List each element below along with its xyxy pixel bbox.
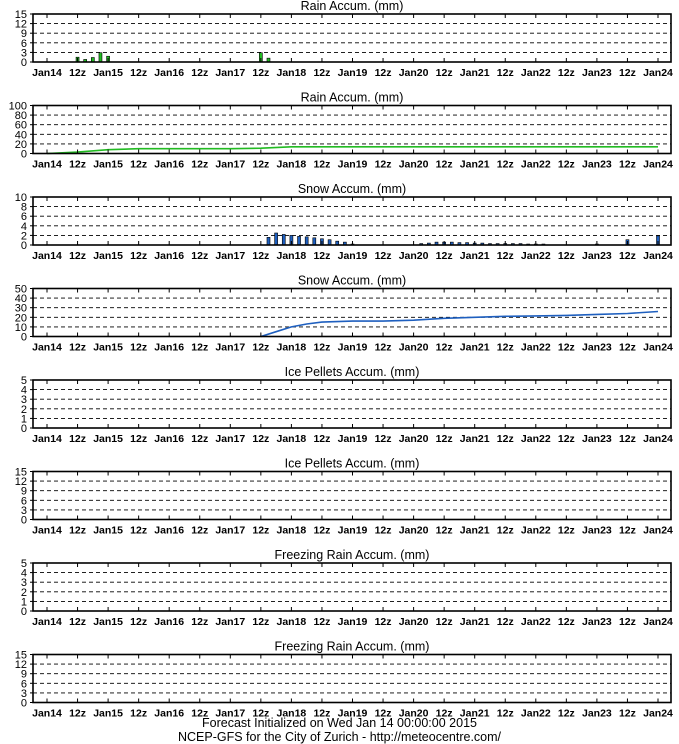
y-tick-label: 80 — [14, 110, 27, 123]
chart-title: Freezing Rain Accum. (mm) — [274, 639, 430, 654]
x-tick-label: 12z — [374, 67, 392, 79]
x-tick-label: 12z — [130, 158, 148, 171]
x-tick-label: Jan18 — [276, 158, 307, 171]
x-tick-label: 12z — [313, 341, 331, 354]
chart-title: Rain Accum. (mm) — [300, 90, 404, 105]
y-tick-label: 30 — [14, 302, 27, 315]
x-tick-label: 12z — [69, 67, 87, 79]
x-tick-label: Jan15 — [93, 67, 123, 79]
y-tick-label: 4 — [20, 567, 27, 580]
x-tick-label: 12z — [435, 67, 453, 79]
y-tick-label: 0 — [20, 148, 27, 161]
x-tick-label: Jan16 — [154, 524, 185, 537]
x-tick-label: 12z — [313, 67, 331, 79]
x-tick-label: Jan20 — [398, 433, 429, 445]
y-tick-label: 3 — [20, 577, 27, 590]
x-tick-label: Jan18 — [276, 341, 307, 354]
x-tick-label: 12z — [252, 250, 270, 262]
x-tick-label: 12z — [374, 707, 392, 720]
y-tick-label: 2 — [20, 230, 27, 243]
x-tick-label: 12z — [618, 433, 636, 445]
x-tick-label: 12z — [252, 524, 270, 537]
x-tick-label: Jan20 — [398, 707, 429, 720]
x-tick-label: Jan14 — [32, 524, 62, 537]
x-tick-label: Jan24 — [643, 524, 673, 537]
chart-title: Rain Accum. (mm) — [300, 0, 404, 13]
x-tick-label: Jan20 — [398, 524, 429, 537]
chart-panel-3 — [15, 182, 673, 262]
x-tick-label: 12z — [69, 341, 87, 354]
x-tick-label: 12z — [69, 158, 87, 171]
x-tick-label: Jan18 — [276, 616, 307, 628]
y-tick-label: 60 — [14, 119, 27, 132]
x-tick-label: Jan20 — [398, 250, 429, 262]
x-tick-label: 12z — [557, 707, 575, 720]
x-tick-label: Jan15 — [93, 341, 123, 354]
x-tick-label: Jan24 — [643, 250, 673, 262]
x-tick-label: Jan22 — [520, 707, 551, 720]
x-tick-label: 12z — [191, 158, 209, 171]
x-tick-label: 12z — [130, 616, 148, 628]
x-tick-label: Jan24 — [643, 158, 673, 171]
chart-panel-4 — [15, 274, 673, 354]
x-tick-label: 12z — [252, 707, 270, 720]
x-tick-label: Jan20 — [398, 616, 429, 628]
plot-frame — [33, 380, 671, 428]
x-tick-label: 12z — [496, 433, 514, 445]
x-tick-label: Jan20 — [398, 341, 429, 354]
x-tick-label: 12z — [191, 67, 209, 79]
x-tick-label: Jan21 — [459, 707, 490, 720]
x-tick-label: 12z — [130, 250, 148, 262]
chart-title: Freezing Rain Accum. (mm) — [274, 548, 430, 562]
x-tick-label: 12z — [69, 433, 87, 445]
x-tick-label: Jan23 — [582, 158, 612, 171]
x-tick-label: 12z — [374, 616, 392, 628]
x-tick-label: 12z — [313, 524, 331, 537]
x-tick-label: Jan16 — [154, 433, 185, 445]
x-tick-label: Jan16 — [154, 67, 185, 79]
x-tick-label: Jan23 — [582, 707, 612, 720]
x-tick-label: Jan17 — [215, 524, 246, 537]
x-tick-label: Jan23 — [582, 433, 612, 445]
data-bar — [267, 237, 270, 245]
x-tick-label: Jan17 — [215, 707, 246, 720]
x-tick-label: Jan21 — [459, 250, 490, 262]
x-tick-label: Jan23 — [582, 250, 612, 262]
x-tick-label: Jan17 — [215, 250, 246, 262]
chart-panel-7 — [21, 548, 673, 628]
x-tick-label: Jan14 — [32, 341, 62, 354]
x-tick-label: Jan21 — [459, 158, 490, 171]
x-tick-label: 12z — [313, 158, 331, 171]
x-tick-label: Jan15 — [93, 433, 123, 445]
x-tick-label: 12z — [557, 524, 575, 537]
x-tick-label: 12z — [618, 341, 636, 354]
x-tick-label: 12z — [618, 158, 636, 171]
x-tick-label: Jan18 — [276, 524, 307, 537]
x-tick-label: Jan19 — [337, 250, 368, 262]
x-tick-label: 12z — [130, 341, 148, 354]
x-tick-label: Jan14 — [32, 433, 62, 445]
x-tick-label: Jan14 — [32, 250, 62, 262]
data-bar — [99, 53, 102, 62]
x-tick-label: Jan15 — [93, 158, 123, 171]
x-tick-label: 12z — [496, 158, 514, 171]
x-tick-label: Jan17 — [215, 67, 246, 79]
x-tick-label: 12z — [374, 524, 392, 537]
y-tick-label: 3 — [20, 687, 27, 700]
x-tick-label: 12z — [191, 250, 209, 262]
x-tick-label: Jan23 — [582, 616, 612, 628]
y-tick-label: 6 — [20, 495, 27, 508]
x-tick-label: Jan19 — [337, 158, 368, 171]
x-tick-label: 12z — [374, 158, 392, 171]
x-tick-label: Jan17 — [215, 158, 246, 171]
x-tick-label: 12z — [496, 250, 514, 262]
x-tick-label: 12z — [496, 524, 514, 537]
x-tick-label: Jan24 — [643, 616, 673, 628]
x-tick-label: Jan20 — [398, 67, 429, 79]
x-tick-label: Jan18 — [276, 67, 307, 79]
x-tick-label: 12z — [191, 524, 209, 537]
x-tick-label: 12z — [435, 341, 453, 354]
x-tick-label: 12z — [313, 433, 331, 445]
x-tick-label: 12z — [435, 158, 453, 171]
x-tick-label: 12z — [618, 707, 636, 720]
x-tick-label: Jan17 — [215, 433, 246, 445]
x-tick-label: Jan17 — [215, 341, 246, 354]
x-tick-label: 12z — [130, 67, 148, 79]
y-tick-label: 12 — [14, 659, 27, 672]
x-tick-label: 12z — [435, 707, 453, 720]
chart-title: Snow Accum. (mm) — [297, 182, 407, 196]
y-tick-label: 2 — [20, 403, 27, 416]
x-tick-label: 12z — [130, 524, 148, 537]
x-tick-label: Jan15 — [93, 524, 123, 537]
x-tick-label: Jan21 — [459, 616, 490, 628]
plot-frame — [33, 197, 671, 245]
y-tick-label: 3 — [20, 47, 27, 60]
x-tick-label: Jan22 — [520, 250, 551, 262]
x-tick-label: 12z — [69, 524, 87, 537]
x-tick-label: 12z — [313, 250, 331, 262]
y-tick-label: 5 — [20, 375, 27, 387]
y-tick-label: 0 — [20, 606, 27, 618]
y-tick-label: 0 — [20, 514, 27, 527]
y-tick-label: 12 — [14, 18, 27, 31]
data-bar — [313, 238, 316, 245]
x-tick-label: 12z — [374, 341, 392, 354]
y-tick-label: 5 — [20, 558, 27, 570]
x-tick-label: 12z — [557, 616, 575, 628]
y-tick-label: 9 — [20, 668, 27, 681]
y-tick-label: 1 — [20, 413, 27, 426]
x-tick-label: 12z — [435, 250, 453, 262]
y-tick-label: 6 — [20, 37, 27, 50]
x-tick-label: 12z — [191, 707, 209, 720]
x-tick-label: Jan22 — [520, 433, 551, 445]
chart-title: Snow Accum. (mm) — [297, 273, 407, 288]
x-tick-label: 12z — [313, 616, 331, 628]
data-bar — [275, 233, 278, 245]
x-tick-label: 12z — [618, 616, 636, 628]
x-tick-label: 12z — [191, 341, 209, 354]
y-tick-label: 50 — [14, 283, 27, 296]
x-tick-label: 12z — [252, 616, 270, 628]
x-tick-label: Jan19 — [337, 433, 368, 445]
data-bar — [298, 236, 301, 245]
x-tick-label: 12z — [69, 707, 87, 720]
x-tick-label: 12z — [374, 250, 392, 262]
x-tick-label: 12z — [496, 707, 514, 720]
x-tick-label: 12z — [69, 250, 87, 262]
x-tick-label: Jan22 — [520, 67, 551, 79]
x-tick-label: 12z — [191, 433, 209, 445]
plot-frame — [33, 655, 671, 703]
y-tick-label: 4 — [20, 384, 27, 397]
y-tick-label: 3 — [20, 504, 27, 517]
y-tick-label: 10 — [14, 321, 27, 334]
plot-frame — [33, 289, 671, 337]
y-tick-label: 1 — [20, 596, 27, 609]
x-tick-label: Jan21 — [459, 524, 490, 537]
x-tick-label: 12z — [557, 158, 575, 171]
y-tick-label: 0 — [20, 57, 27, 69]
x-tick-label: Jan22 — [520, 616, 551, 628]
x-tick-label: Jan14 — [32, 616, 62, 628]
x-tick-label: 12z — [557, 250, 575, 262]
y-tick-label: 40 — [14, 129, 27, 142]
x-tick-label: Jan21 — [459, 433, 490, 445]
x-tick-label: Jan16 — [154, 250, 185, 262]
y-tick-label: 8 — [20, 201, 27, 214]
x-tick-label: Jan14 — [32, 158, 62, 171]
forecast-init-text: Forecast Initialized on Wed Jan 14 00:00:00 2015 — [202, 716, 477, 730]
x-tick-label: Jan17 — [215, 616, 246, 628]
x-tick-label: Jan18 — [276, 433, 307, 445]
y-tick-label: 0 — [20, 697, 27, 710]
x-tick-label: Jan19 — [337, 341, 368, 354]
x-tick-label: Jan19 — [337, 707, 368, 720]
chart-title: Ice Pellets Accum. (mm) — [284, 365, 420, 379]
y-tick-label: 9 — [20, 485, 27, 498]
x-tick-label: Jan15 — [93, 250, 123, 262]
x-tick-label: Jan24 — [643, 341, 673, 354]
x-tick-label: 12z — [252, 341, 270, 354]
x-tick-label: 12z — [618, 67, 636, 79]
x-tick-label: Jan21 — [459, 341, 490, 354]
x-tick-label: 12z — [435, 524, 453, 537]
chart-panel-5 — [21, 365, 673, 445]
y-tick-label: 20 — [14, 138, 27, 151]
x-tick-label: 12z — [618, 524, 636, 537]
x-tick-label: Jan15 — [93, 707, 123, 720]
x-tick-label: 12z — [252, 433, 270, 445]
plot-frame — [33, 472, 671, 520]
chart-panel-8 — [15, 640, 673, 720]
x-tick-label: Jan19 — [337, 67, 368, 79]
x-tick-label: 12z — [435, 433, 453, 445]
plot-frame — [33, 14, 671, 62]
x-tick-label: 12z — [313, 707, 331, 720]
x-tick-label: Jan16 — [154, 158, 185, 171]
chart-title: Ice Pellets Accum. (mm) — [284, 456, 420, 471]
x-tick-label: Jan16 — [154, 341, 185, 354]
y-tick-label: 6 — [20, 211, 27, 224]
x-tick-label: 12z — [130, 433, 148, 445]
x-tick-label: Jan19 — [337, 616, 368, 628]
x-tick-label: 12z — [557, 67, 575, 79]
source-credit-text: NCEP-GFS for the City of Zurich - http://meteocentre.com/ — [177, 730, 502, 744]
y-tick-label: 0 — [20, 331, 27, 344]
x-tick-label: Jan18 — [276, 250, 307, 262]
x-tick-label: Jan14 — [32, 707, 62, 720]
y-tick-label: 15 — [14, 466, 27, 479]
x-tick-label: Jan24 — [643, 67, 673, 79]
y-tick-label: 20 — [14, 312, 27, 325]
x-tick-label: 12z — [618, 250, 636, 262]
x-tick-label: Jan24 — [643, 433, 673, 445]
x-tick-label: 12z — [252, 158, 270, 171]
y-tick-label: 4 — [20, 220, 27, 233]
x-tick-label: Jan22 — [520, 341, 551, 354]
chart-panel-6 — [15, 457, 673, 537]
y-tick-label: 0 — [20, 423, 27, 435]
x-tick-label: 12z — [496, 341, 514, 354]
x-tick-label: 12z — [557, 433, 575, 445]
x-tick-label: Jan24 — [643, 707, 673, 720]
x-tick-label: Jan21 — [459, 67, 490, 79]
y-tick-label: 10 — [14, 192, 27, 204]
x-tick-label: Jan16 — [154, 707, 185, 720]
data-bar — [282, 234, 285, 245]
x-tick-label: 12z — [374, 433, 392, 445]
data-bar — [305, 237, 308, 245]
chart-panel-1 — [15, 0, 673, 79]
x-tick-label: 12z — [69, 616, 87, 628]
data-series-line — [261, 312, 658, 337]
y-tick-label: 15 — [14, 649, 27, 662]
x-tick-label: Jan22 — [520, 524, 551, 537]
x-tick-label: 12z — [435, 616, 453, 628]
x-tick-label: Jan18 — [276, 707, 307, 720]
x-tick-label: Jan23 — [582, 67, 612, 79]
y-tick-label: 9 — [20, 28, 27, 41]
chart-panel-2 — [9, 91, 673, 171]
x-tick-label: 12z — [130, 707, 148, 720]
y-tick-label: 40 — [14, 293, 27, 306]
x-tick-label: 12z — [496, 616, 514, 628]
x-tick-label: Jan14 — [32, 67, 62, 79]
y-tick-label: 2 — [20, 586, 27, 599]
x-tick-label: 12z — [496, 67, 514, 79]
x-tick-label: Jan20 — [398, 158, 429, 171]
y-tick-label: 100 — [8, 100, 27, 113]
x-tick-label: Jan23 — [582, 524, 612, 537]
x-tick-label: Jan19 — [337, 524, 368, 537]
x-tick-label: Jan23 — [582, 341, 612, 354]
x-tick-label: Jan22 — [520, 158, 551, 171]
x-tick-label: 12z — [252, 67, 270, 79]
x-tick-label: 12z — [191, 616, 209, 628]
y-tick-label: 3 — [20, 394, 27, 407]
y-tick-label: 12 — [14, 476, 27, 489]
x-tick-label: 12z — [557, 341, 575, 354]
y-tick-label: 0 — [20, 240, 27, 252]
x-tick-label: Jan15 — [93, 616, 123, 628]
y-tick-label: 6 — [20, 678, 27, 691]
plot-frame — [33, 563, 671, 611]
x-tick-label: Jan16 — [154, 616, 185, 628]
y-tick-label: 15 — [14, 9, 27, 21]
